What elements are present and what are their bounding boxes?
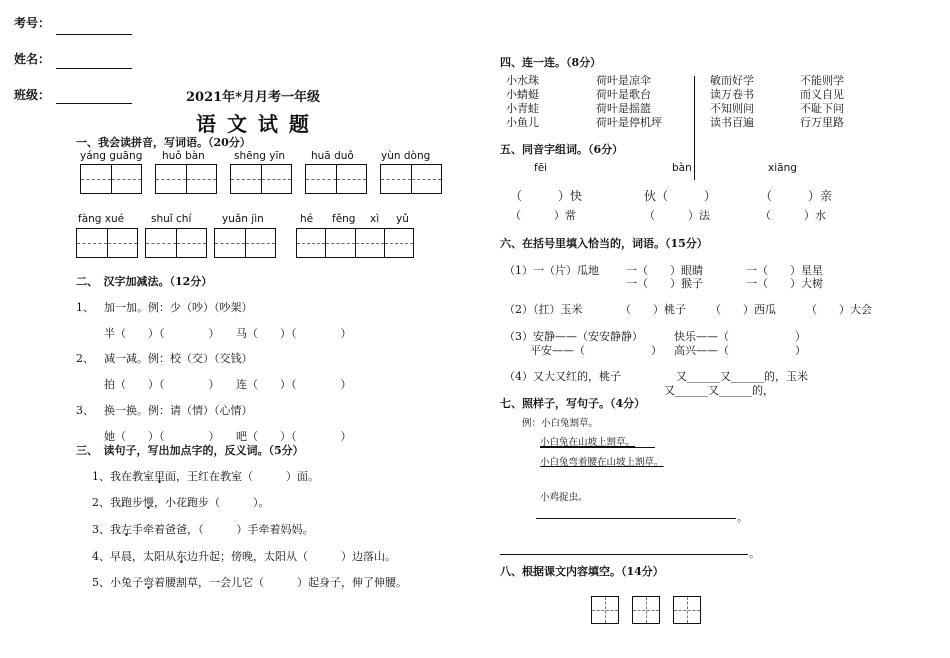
exam-no-label: 考号： <box>14 16 51 30</box>
divider <box>694 76 695 180</box>
divider <box>540 447 655 448</box>
q7-example-1: 小白兔在山坡上割草。 <box>540 437 636 448</box>
pinyin-he: hé <box>300 213 314 225</box>
write-box[interactable] <box>305 164 367 194</box>
q7-end-2: 。 <box>749 547 760 560</box>
q3-heading: 三、 读句子，写出加点字的，反义词。（5分） <box>76 444 304 457</box>
pinyin-shengyin: shēng yīn <box>234 150 286 162</box>
write-box[interactable] <box>76 228 138 258</box>
list-item[interactable]: 小鱼儿 <box>506 116 539 129</box>
exam-no-field[interactable] <box>56 34 132 35</box>
q1-heading: 一、我会读拼音，写词语。（20分） <box>76 136 251 149</box>
list-item[interactable]: 读书百遍 <box>710 116 754 129</box>
q2-item2-line: 拍（ ）（ ） 连（ ）（ ） <box>104 378 352 391</box>
name-field[interactable] <box>56 68 132 69</box>
q2-item3-line: 她（ ）（ ） 吧（ ）（ ） <box>104 430 352 443</box>
list-item[interactable]: 读万卷书 <box>710 88 754 101</box>
q5-pinyin-xiang: xiāng <box>768 162 797 174</box>
list-item[interactable]: 而义自见 <box>800 88 844 101</box>
list-item[interactable]: 不能则学 <box>800 74 844 87</box>
list-item[interactable]: 小青蛙 <box>506 102 539 115</box>
pinyin-shuichi: shuǐ chí <box>151 213 192 225</box>
write-box[interactable] <box>673 596 701 624</box>
q6-l2a: （2）（扛）玉米 <box>504 303 583 316</box>
q6-l1e: 一（ ）大树 <box>746 277 823 290</box>
list-item[interactable]: 行万里路 <box>800 116 844 129</box>
list-item[interactable]: 荷叶是停机坪 <box>596 116 662 129</box>
write-box[interactable] <box>155 164 217 194</box>
q3-sentence-5: 5、小兔子弯着腰割草，一会儿它（ ）起身子，伸了伸腰。 <box>92 576 407 589</box>
q7-heading: 七、照样子，写句子。（4分） <box>500 397 646 410</box>
q4-col1 <box>506 74 586 130</box>
q6-l2b: （ ）桃子 <box>620 303 686 316</box>
q2-heading: 二、 汉字加减法。（12分） <box>76 275 213 288</box>
pinyin-fangxue: fàng xué <box>78 213 125 225</box>
q5-r2c1: （ ）常 <box>510 209 576 222</box>
list-item[interactable]: 小蜻蜓 <box>506 88 539 101</box>
list-item[interactable]: 荷叶是凉伞 <box>596 74 651 87</box>
q6-l1a: （1）一（片）瓜地 <box>504 264 599 277</box>
list-item[interactable]: 荷叶是歌台 <box>596 88 651 101</box>
pinyin-yuanjin: yuǎn jìn <box>222 213 264 225</box>
q3-sentence-3: 3、我左手牵着爸爸，（ ）手牵着妈妈。 <box>92 523 314 536</box>
write-box[interactable] <box>80 164 142 194</box>
q6-l3a: （3）安静——（安安静静） <box>504 330 643 343</box>
list-item[interactable]: 小水珠 <box>506 74 539 87</box>
q7-end-1: 。 <box>737 511 748 524</box>
q5-heading: 五、同音字组词。（6分） <box>500 143 624 156</box>
list-item[interactable]: 不知则问 <box>710 102 754 115</box>
write-box[interactable] <box>296 228 414 258</box>
q4-heading: 四、连一连。（8分） <box>500 56 602 69</box>
q2-item1-line: 半（ ）（ ） 马（ ）（ ） <box>104 327 352 340</box>
q8-heading: 八、根据课文内容填空。（14分） <box>500 565 664 578</box>
q6-l2c: （ ）西瓜 <box>710 303 776 316</box>
q6-heading: 六、在括号里填入恰当的，词语。（15分） <box>500 237 708 250</box>
q6-l4a: （4）又大又红的，桃子 <box>504 370 621 383</box>
title-line: 2021年*月月考一年级 <box>186 90 320 105</box>
q3-sentence-2: 2、我跑步慢，小花跑步（ ）。 <box>92 496 270 509</box>
pinyin-yu: yǔ <box>396 213 409 225</box>
q3-sentence-4: 4、早晨，太阳从东边升起；傍晚，太阳从（ ）边落山。 <box>92 550 396 563</box>
q6-l1c: 一（ ）星星 <box>746 264 823 277</box>
q5-r1c2: 伙（ ） <box>644 189 717 203</box>
q2-item1: 加一加。例：少（吵）（吵架） <box>104 301 253 314</box>
q2-item1-num: 1、 <box>76 301 94 314</box>
q6-l3b: 快乐——（ ） <box>674 330 806 343</box>
pinyin-yundong: yùn dòng <box>381 150 431 162</box>
name-label: 姓名： <box>14 52 51 66</box>
q2-item3-num: 3、 <box>76 404 94 417</box>
write-box[interactable] <box>632 596 660 624</box>
q6-l3c: 平安——（ ） <box>530 344 662 357</box>
q4-col3 <box>710 74 790 130</box>
class-label: 班级： <box>14 88 51 102</box>
q4-col4 <box>800 74 880 130</box>
q6-l1d: 一（ ）猴子 <box>626 277 703 290</box>
list-item[interactable]: 敏而好学 <box>710 74 754 87</box>
q5-r1c3: （ ）亲 <box>760 189 833 203</box>
q6-l1b: 一（ ）眼睛 <box>626 264 703 277</box>
write-box[interactable] <box>145 228 207 258</box>
q5-pinyin-ban: bàn <box>672 162 692 174</box>
q2-item2: 减一减。例：校（交）（交钱） <box>104 352 253 365</box>
pinyin-yangguang: yáng guāng <box>80 150 143 162</box>
q6-l3d: 高兴——（ ） <box>674 344 806 357</box>
q7-example-label: 例：小白兔割草。 <box>522 418 599 429</box>
answer-line[interactable] <box>500 554 748 555</box>
list-item[interactable]: 荷叶是摇篮 <box>596 102 651 115</box>
write-box[interactable] <box>214 228 276 258</box>
q7-example-2: 小白兔弯着腰在山坡上割草。 <box>540 457 664 468</box>
main-title: 语 文 试 题 <box>196 112 311 136</box>
answer-line[interactable] <box>536 518 736 519</box>
q3-sentence-1: 1、我在教室里面，王红在教室（ ）面。 <box>92 470 319 483</box>
q2-item2-num: 2、 <box>76 352 94 365</box>
class-field[interactable] <box>56 103 132 104</box>
q5-pinyin-fei: fēi <box>534 162 548 174</box>
pinyin-feng: fěng <box>332 213 356 225</box>
write-box[interactable] <box>230 164 292 194</box>
q5-r1c1: （ ）快 <box>510 189 583 203</box>
q6-l4c: 又______又______的， <box>664 384 774 397</box>
pinyin-huoban: huǒ bàn <box>162 150 205 162</box>
q5-r2c3: （ ）水 <box>760 209 826 222</box>
pinyin-huaduo: huā duǒ <box>311 150 354 162</box>
q5-r2c2: （ ）法 <box>644 209 710 222</box>
pinyin-xi: xì <box>370 213 380 225</box>
q7-prompt: 小鸡捉虫。 <box>540 492 588 503</box>
q6-l2d: （ ）大会 <box>806 303 872 316</box>
write-box[interactable] <box>591 596 619 624</box>
q4-col2 <box>596 74 686 130</box>
q2-item3: 换一换。例：请（情）（心情） <box>104 404 253 417</box>
list-item[interactable]: 不耻下问 <box>800 102 844 115</box>
write-box[interactable] <box>380 164 442 194</box>
q6-l4b: 又______又______的，玉米 <box>676 370 808 383</box>
